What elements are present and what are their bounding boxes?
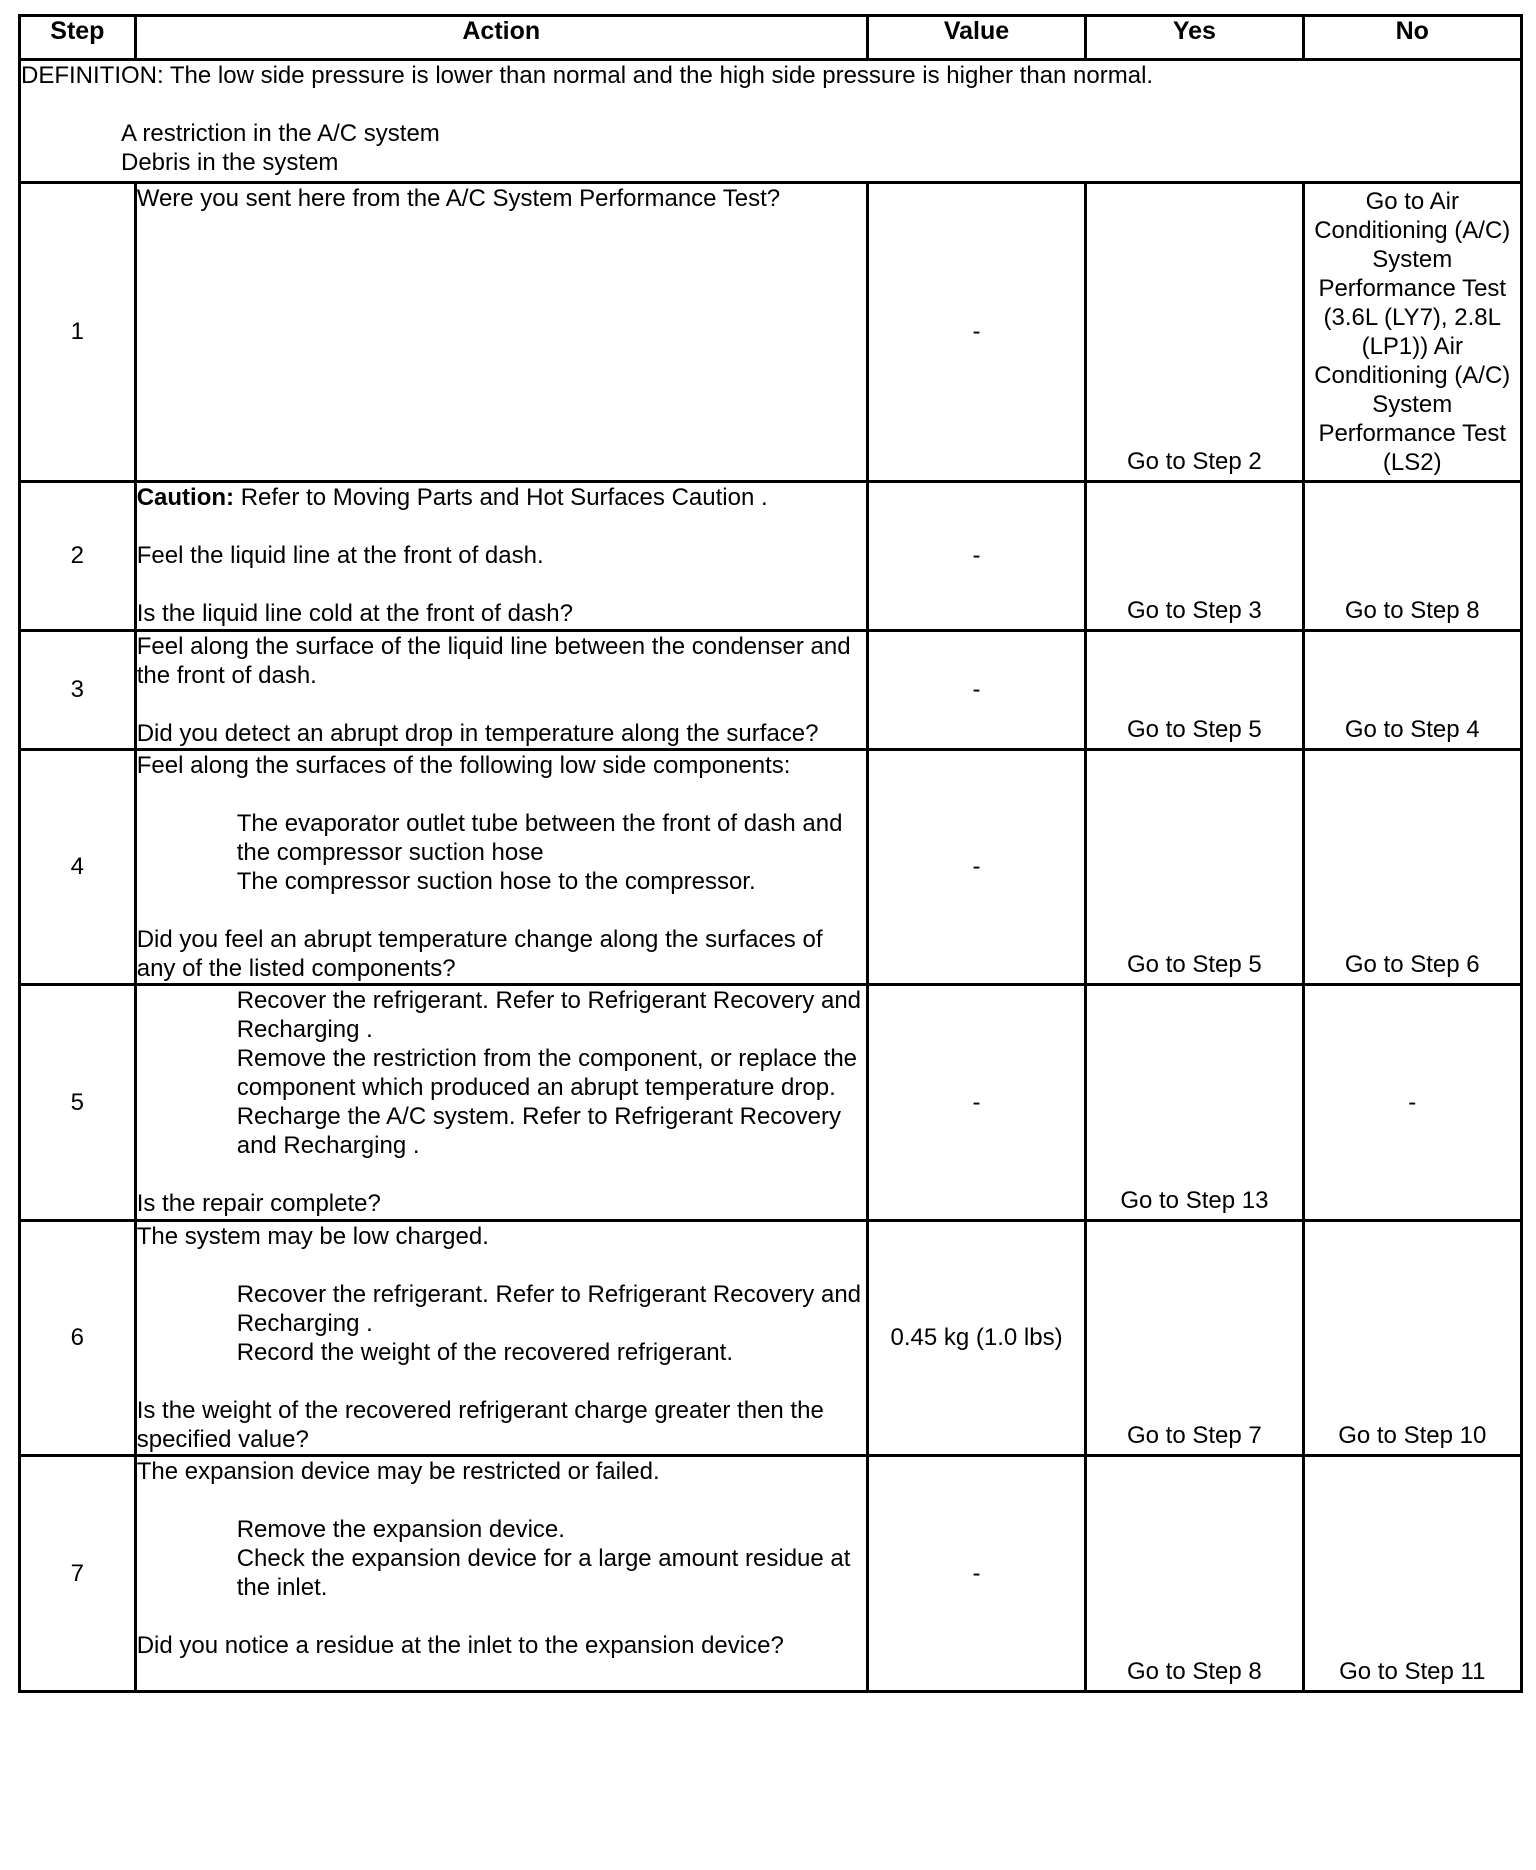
- list-item: Recharge the A/C system. Refer to Refrigerant Recovery and Recharging .: [236, 1103, 841, 1159]
- definition-cell: [20, 60, 1522, 183]
- list-item: Recover the refrigerant. Refer to Refrigerant Recovery and Recharging .: [236, 987, 862, 1043]
- definition-cause: A restriction in the A/C system: [121, 120, 440, 147]
- no-link[interactable]: Go to Step 8: [1344, 597, 1480, 624]
- question-text: Did you notice a residue at the inlet to the expansion device?: [136, 1632, 784, 1659]
- yes-link[interactable]: Go to Step 3: [1127, 597, 1262, 624]
- action-text: Feel the liquid line at the front of dash.: [136, 542, 544, 569]
- yes-link[interactable]: Go to Step 8: [1127, 1658, 1262, 1685]
- table-row: [20, 1456, 1522, 1692]
- table-row: [20, 750, 1522, 985]
- header-yes: Yes: [1086, 16, 1303, 60]
- yes-link[interactable]: Go to Step 5: [1127, 716, 1262, 743]
- value-cell: -: [867, 1456, 1085, 1692]
- no-cell: [1303, 482, 1521, 631]
- yes-link[interactable]: Go to Step 5: [1127, 951, 1262, 978]
- no-cell: [1303, 1456, 1521, 1692]
- step-number: 1: [20, 183, 136, 482]
- no-link[interactable]: Go to Air Conditioning (A/C) System Performance Test (3.6L (LY7), 2.8L (LP1)) Air Conditioning (A/C) System Performance Test (LS2): [1314, 188, 1511, 476]
- step-number: 6: [20, 1221, 136, 1456]
- no-link[interactable]: Go to Step 6: [1344, 951, 1480, 978]
- action-cell: [135, 482, 867, 631]
- header-value: Value: [867, 16, 1085, 60]
- yes-link[interactable]: Go to Step 13: [1120, 1187, 1269, 1214]
- no-link[interactable]: Go to Step 10: [1338, 1422, 1487, 1449]
- yes-cell: [1086, 1221, 1303, 1456]
- no-cell: -: [1303, 985, 1521, 1221]
- no-cell: [1303, 631, 1521, 750]
- table-row: [20, 1221, 1522, 1456]
- value-cell: 0.45 kg (1.0 lbs): [867, 1221, 1085, 1456]
- question-text: Is the liquid line cold at the front of dash?: [136, 600, 573, 627]
- no-cell: [1303, 750, 1521, 985]
- no-link[interactable]: Go to Step 11: [1339, 1658, 1486, 1685]
- action-cell: [135, 183, 867, 482]
- action-text: Feel along the surface of the liquid line between the condenser and the front of dash.: [136, 633, 851, 689]
- yes-link[interactable]: Go to Step 7: [1127, 1422, 1262, 1449]
- definition-row: [20, 60, 1522, 183]
- table-row: [20, 985, 1522, 1221]
- action-text: The expansion device may be restricted or failed.: [136, 1458, 660, 1485]
- yes-cell: [1086, 750, 1303, 985]
- yes-cell: [1086, 631, 1303, 750]
- caution-label: Caution:: [136, 484, 235, 511]
- step-number: 3: [20, 631, 136, 750]
- list-item: Check the expansion device for a large amount residue at the inlet.: [236, 1545, 851, 1601]
- list-item: Remove the expansion device.: [236, 1516, 565, 1543]
- header-step: Step: [20, 16, 136, 60]
- caution-line: [137, 483, 866, 512]
- no-link[interactable]: Go to Step 4: [1344, 716, 1480, 743]
- yes-cell: [1086, 482, 1303, 631]
- list-item: The evaporator outlet tube between the front of dash and the compressor suction hose: [236, 810, 843, 866]
- step-number: 7: [20, 1456, 136, 1692]
- step-number: 2: [20, 482, 136, 631]
- definition-cause: Debris in the system: [121, 149, 339, 176]
- yes-cell: [1086, 985, 1303, 1221]
- definition-text: DEFINITION: The low side pressure is lower than normal and the high side pressure is higher than normal.: [21, 62, 1154, 89]
- value-cell: -: [867, 482, 1085, 631]
- value-cell: -: [867, 183, 1085, 482]
- action-text: Were you sent here from the A/C System Performance Test?: [136, 185, 781, 212]
- header-action: Action: [135, 16, 867, 60]
- header-no: No: [1303, 16, 1521, 60]
- yes-cell: [1086, 1456, 1303, 1692]
- header-row: [20, 16, 1522, 60]
- action-cell: [135, 750, 867, 985]
- list-item: Recover the refrigerant. Refer to Refrigerant Recovery and Recharging .: [236, 1281, 862, 1337]
- value-cell: -: [867, 631, 1085, 750]
- yes-link[interactable]: Go to Step 2: [1127, 448, 1262, 475]
- question-text: Is the repair complete?: [136, 1190, 381, 1217]
- caution-text: Refer to Moving Parts and Hot Surfaces Caution .: [234, 484, 768, 511]
- action-text: Feel along the surfaces of the following low side components:: [136, 752, 791, 779]
- yes-cell: [1086, 183, 1303, 482]
- action-cell: [135, 631, 867, 750]
- no-cell: [1303, 183, 1521, 482]
- step-number: 5: [20, 985, 136, 1221]
- list-item: Remove the restriction from the component, or replace the component which produced an abrupt temperature drop.: [236, 1045, 858, 1101]
- value-cell: -: [867, 750, 1085, 985]
- question-text: Is the weight of the recovered refrigerant charge greater then the specified value?: [136, 1397, 824, 1453]
- no-cell: [1303, 1221, 1521, 1456]
- list-item: The compressor suction hose to the compressor.: [236, 868, 756, 895]
- diagnostic-table: [18, 14, 1523, 1693]
- question-text: Did you detect an abrupt drop in temperature along the surface?: [136, 720, 819, 747]
- action-cell: [135, 1456, 867, 1692]
- table-row: [20, 183, 1522, 482]
- value-cell: -: [867, 985, 1085, 1221]
- list-item: Record the weight of the recovered refrigerant.: [236, 1339, 733, 1366]
- table-row: [20, 482, 1522, 631]
- action-cell: [135, 1221, 867, 1456]
- question-text: Did you feel an abrupt temperature change along the surfaces of any of the listed components?: [136, 926, 823, 982]
- table-row: [20, 631, 1522, 750]
- action-cell: [135, 985, 867, 1221]
- step-number: 4: [20, 750, 136, 985]
- action-text: The system may be low charged.: [136, 1223, 489, 1250]
